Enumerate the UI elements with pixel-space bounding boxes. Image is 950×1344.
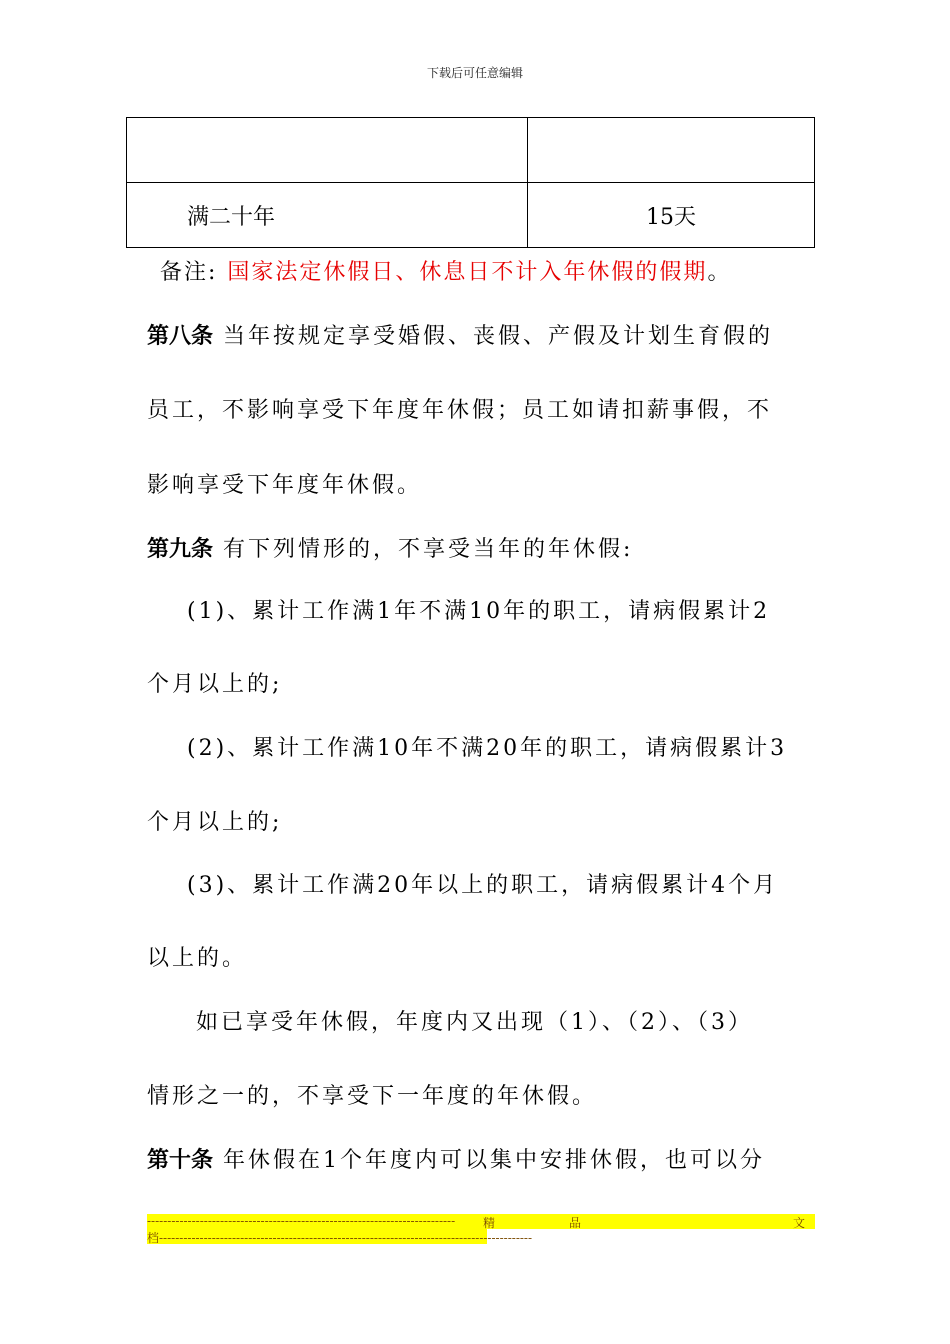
article9-item3-line1: (3)、累计工作满20年以上的职工，请病假累计4个月	[187, 873, 779, 898]
article10-title: 第十条	[147, 1147, 214, 1173]
article9-title: 第九条	[147, 536, 214, 562]
days-cell: 15天	[528, 183, 815, 248]
article9-item2-line2: 个月以上的;	[147, 810, 283, 835]
days-cell	[528, 118, 815, 183]
article9-item1-line2: 个月以上的;	[147, 672, 283, 697]
page-header-note: 下载后可任意编辑	[426, 66, 523, 80]
article9-item2-line1: (2)、累计工作满10年不满20年的职工，请病假累计3	[187, 736, 788, 761]
leave-days-table	[126, 117, 815, 248]
footer-word: 品	[569, 1216, 582, 1230]
article8-line2: 员工，不影响享受下年度年休假；员工如请扣薪事假，不	[147, 398, 773, 423]
article9-item1-line1: (1)、累计工作满1年不满10年的职工，请病假累计2	[187, 599, 771, 624]
footer-watermark	[147, 1214, 815, 1244]
article8-line3: 影响享受下年度年休假。	[147, 473, 423, 498]
table-row	[127, 183, 815, 248]
years-cell: 满二十年	[127, 183, 528, 248]
article8-title: 第八条	[147, 323, 214, 349]
article9-line1	[147, 534, 815, 565]
footer-dashes: ----------------------------------------------------------------------------	[147, 1214, 456, 1228]
article10-text: 年休假在1个年度内可以集中安排休假，也可以分	[223, 1148, 766, 1173]
article8-text: 当年按规定享受婚假、丧假、产假及计划生育假的	[223, 324, 774, 349]
footer-word: 精	[483, 1216, 496, 1230]
years-cell	[127, 118, 528, 183]
table-row	[127, 118, 815, 183]
remark-end: 。	[707, 260, 733, 285]
remark-text: 国家法定休假日、休息日不计入年休假的假期	[227, 260, 708, 285]
article9-item3-line2: 以上的。	[147, 946, 248, 971]
remark-line	[160, 258, 828, 288]
article9-note-line2: 情形之一的，不享受下一年度的年休假。	[147, 1084, 598, 1109]
remark-label: 备注:	[160, 260, 218, 285]
footer-line2: 档--------------------------------------------------------------------------------------------	[147, 1231, 533, 1245]
article9-note-line1: 如已享受年休假，年度内又出现（1）、（2）、（3）	[196, 1010, 753, 1035]
footer-word: 文	[793, 1216, 806, 1230]
article9-intro: 有下列情形的，不享受当年的年休假:	[223, 537, 634, 562]
article10-line1	[147, 1145, 815, 1176]
article8-line1	[147, 321, 815, 352]
